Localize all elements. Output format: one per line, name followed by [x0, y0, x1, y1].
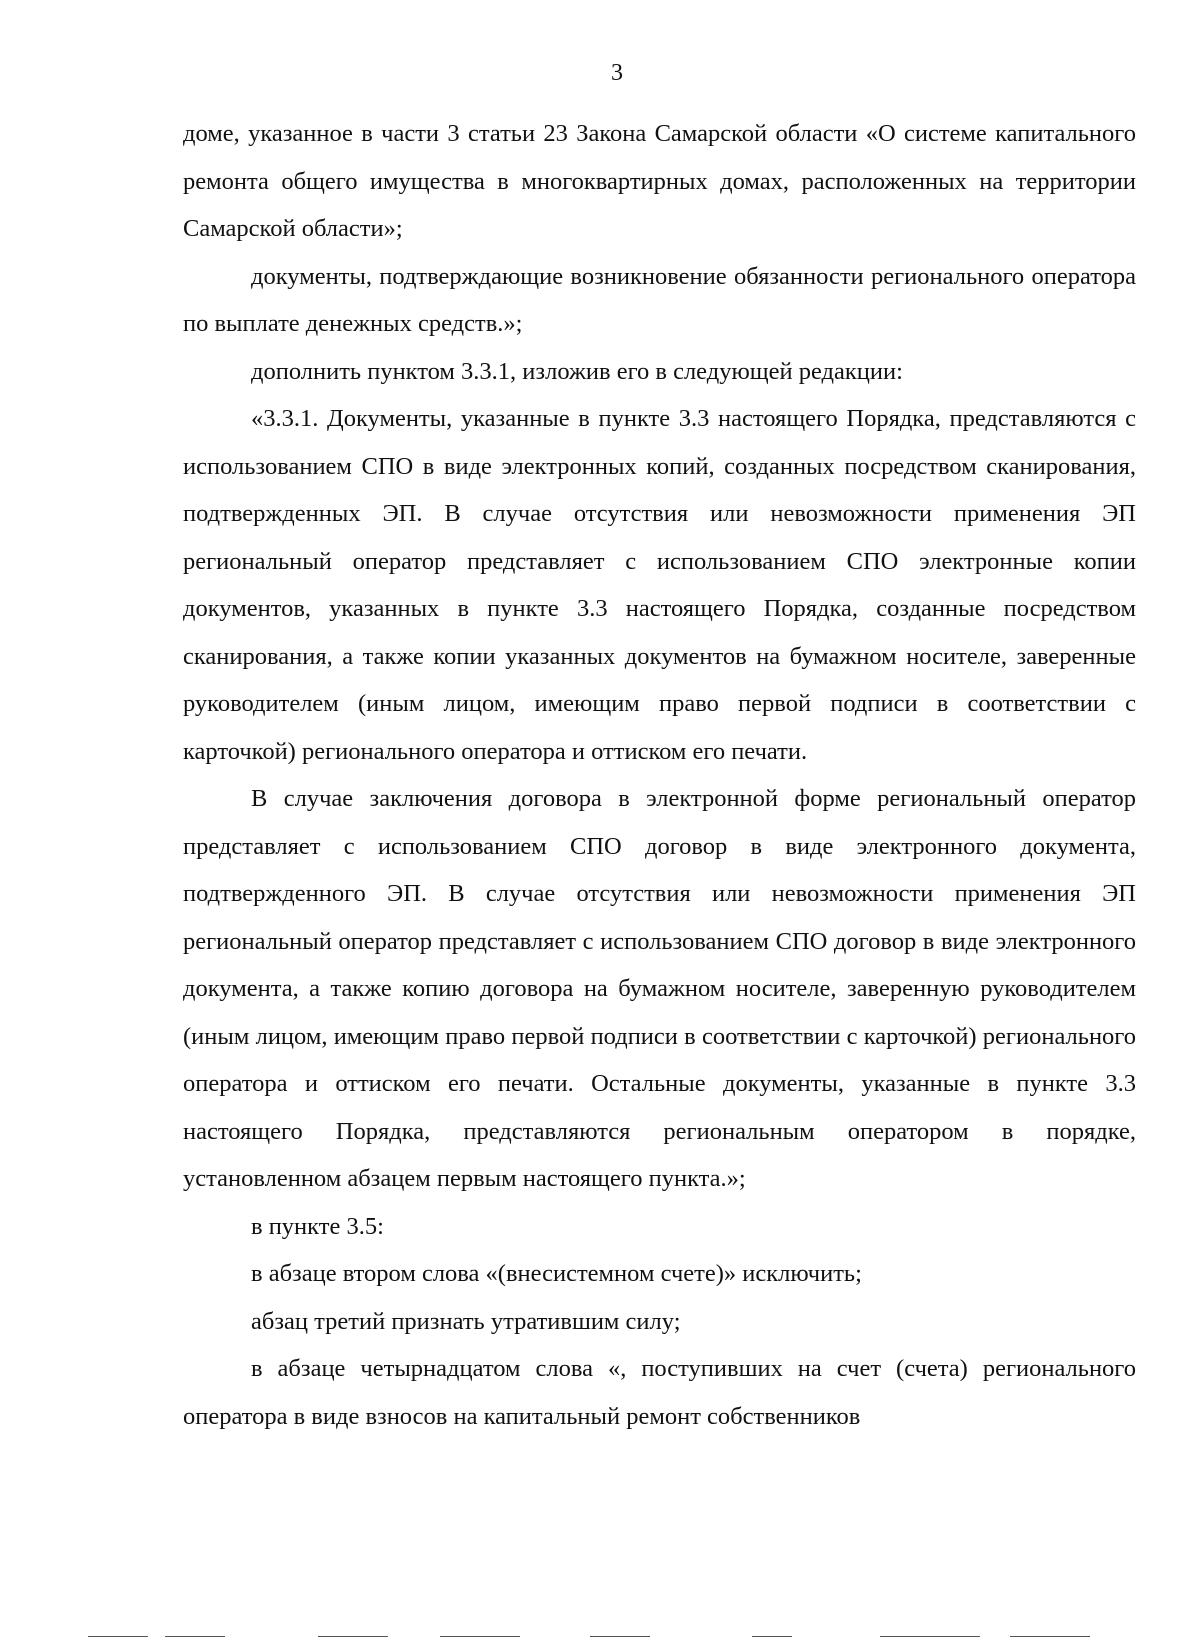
scan-line [880, 1636, 980, 1637]
scan-line [165, 1636, 225, 1637]
document-body [183, 110, 1136, 1440]
scan-line [440, 1636, 520, 1637]
paragraph: «3.3.1. Документы, указанные в пункте 3.3 настоящего Порядка, представляются с использованием СПО в виде электронных копий, созданных посредством сканирования, подтвержденных ЭП. В случае отсутствия или невозможности применения ЭП региональный оператор представляет с использованием СПО электронные копии документов, указанных в пункте 3.3 настоящего Порядка, созданные посредством сканирования, а также копии указанных документов на бумажном носителе, заверенные руководителем (иным лицом, имеющим право первой подписи в соответствии с карточкой) регионального оператора и оттиском его печати. [183, 405, 1136, 765]
paragraph: документы, подтверждающие возникновение обязанности регионального оператора по выплате денежных средств.»; [183, 262, 1136, 337]
scan-line [752, 1636, 792, 1637]
page-number: 3 [611, 60, 623, 86]
scan-line [88, 1636, 148, 1637]
paragraph: в абзаце четырнадцатом слова «, поступивших на счет (счета) регионального оператора в виде взносов на капитальный ремонт собственников [183, 1355, 1136, 1430]
paragraph: дополнить пунктом 3.3.1, изложив его в следующей редакции: [251, 357, 903, 385]
paragraph: в пункте 3.5: [251, 1212, 384, 1240]
scan-line [318, 1636, 388, 1637]
scan-artifact-lines [0, 1636, 1200, 1646]
paragraph: абзац третий признать утратившим силу; [251, 1307, 681, 1335]
scan-line [1010, 1636, 1090, 1637]
paragraph: доме, указанное в части 3 статьи 23 Закона Самарской области «О системе капитального ремонта общего имущества в многоквартирных домах, расположенных на территории Самарской области»; [183, 120, 1136, 242]
paragraph: в абзаце втором слова «(внесистемном счете)» исключить; [251, 1260, 862, 1287]
paragraph: В случае заключения договора в электронной форме региональный оператор представляет с использованием СПО договор в виде электронного документа, подтвержденного ЭП. В случае отсутствия или невозможности применения ЭП региональный оператор представляет с использованием СПО договор в виде электронного документа, а также копию договора на бумажном носителе, заверенную руководителем (иным лицом, имеющим право первой подписи в соответствии с карточкой) регионального оператора и оттиском его печати. Остальные документы, указанные в пункте 3.3 настоящего Порядка, представляются региональным оператором в порядке, установленном абзацем первым настоящего пункта.»; [183, 785, 1136, 1192]
scan-line [590, 1636, 650, 1637]
